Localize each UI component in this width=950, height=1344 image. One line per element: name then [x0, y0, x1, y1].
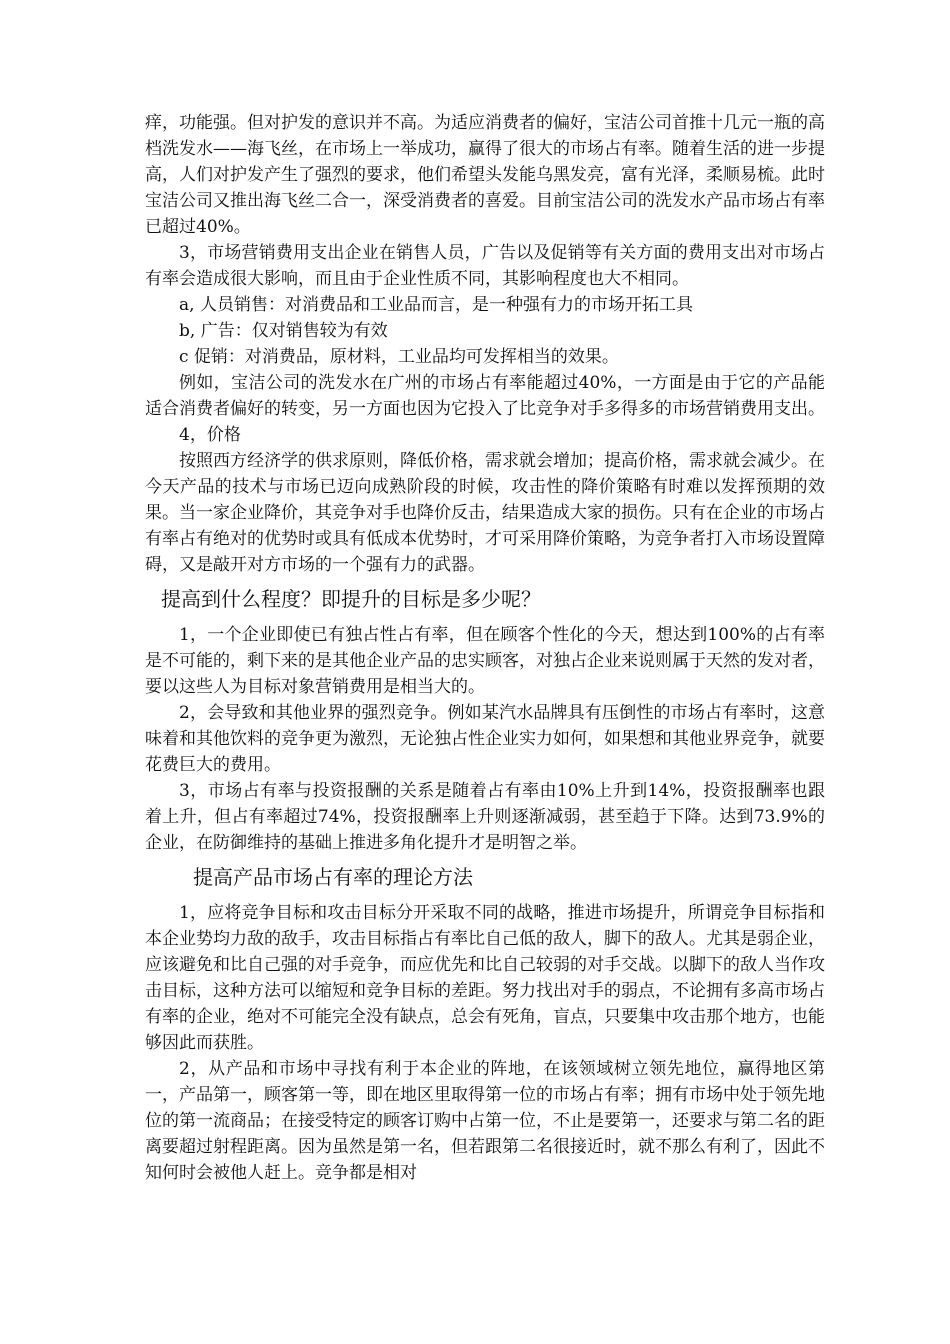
paragraph: 4，价格 — [179, 425, 241, 445]
paragraph: 例如，宝洁公司的洗发水在广州的市场占有率能超过40%，一方面是由于它的产品能适合消费者偏好的转变，另一方面也因为它投入了比竞争对手多得多的市场营销费用支出。 — [145, 373, 825, 419]
list-item: a, 人员销售：对消费品和工业品而言，是一种强有力的市场开拓工具 — [179, 295, 693, 315]
paragraph: 1，应将竞争目标和攻击目标分开采取不同的战略，推进市场提升，所谓竞争目标指和本企业势均力敌的敌手，攻击目标指占有率比自己低的敌人，脚下的敌人。尤其是弱企业，应该避免和比自己强的对手竞争，而应优先和比自己较弱的对手交战。以脚下的敌人当作攻击目标，这种方法可以缩短和竞争目标的差距。努力找出对手的弱点，不论拥有多高市场占有率的企业，绝对不可能完全没有缺点，总会有死角，盲点，只要集中攻击那个地方，也能够因此而获胜。 — [145, 903, 825, 1053]
section-heading: 提高到什么程度？即提升的目标是多少呢？ — [161, 587, 541, 611]
paragraph: 3，市场占有率与投资报酬的关系是随着占有率由10%上升到14%，投资报酬率也跟着上升，但占有率超过74%，投资报酬率上升则逐渐减弱，甚至趋于下降。达到73.9%的企业，在防御维持的基础上推进多角化提升才是明智之举。 — [145, 781, 825, 853]
section-heading: 提高产品市场占有率的理论方法 — [193, 865, 473, 889]
list-item: b, 广告：仅对销售较为有效 — [179, 321, 388, 341]
list-item: c 促销：对消费品，原材料，工业品均可发挥相当的效果。 — [179, 347, 619, 367]
paragraph: 按照西方经济学的供求原则，降低价格，需求就会增加；提高价格，需求就会减少。在今天产品的技术与市场已迈向成熟阶段的时候，攻击性的降价策略有时难以发挥预期的效果。当一家企业降价，其竞争对手也降价反击，结果造成大家的损伤。只有在企业的市场占有率占有绝对的优势时或具有低成本优势时，才可采用降价策略，为竞争者打入市场设置障碍，又是敲开对方市场的一个强有力的武器。 — [145, 451, 825, 575]
paragraph: 痒，功能强。但对护发的意识并不高。为适应消费者的偏好，宝洁公司首推十几元一瓶的高档洗发水——海飞丝，在市场上一举成功，赢得了很大的市场占有率。随着生活的进一步提高，人们对护发产生了强烈的要求，他们希望头发能乌黑发亮，富有光泽，柔顺易梳。此时宝洁公司又推出海飞丝二合一，深受消费者的喜爱。目前宝洁公司的洗发水产品市场占有率已超过40%。 — [145, 113, 825, 237]
paragraph: 3，市场营销费用支出企业在销售人员，广告以及促销等有关方面的费用支出对市场占有率会造成很大影响，而且由于企业性质不同，其影响程度也大不相同。 — [145, 243, 825, 289]
document-body — [145, 110, 825, 1186]
paragraph: 2，从产品和市场中寻找有利于本企业的阵地，在该领域树立领先地位，赢得地区第一，产品第一，顾客第一等，即在地区里取得第一位的市场占有率；拥有市场中处于领先地位的第一流商品；在接受特定的顾客订购中占第一位，不止是要第一，还要求与第二名的距离要超过射程距离。因为虽然是第一名，但若跟第二名很接近时，就不那么有利了，因此不知何时会被他人赶上。竞争都是相对 — [145, 1059, 825, 1183]
paragraph: 1，一个企业即使已有独占性占有率，但在顾客个性化的今天，想达到100%的占有率是不可能的，剩下来的是其他企业产品的忠实顾客，对独占企业来说则属于天然的发对者，要以这些人为目标对象营销费用是相当大的。 — [145, 625, 825, 697]
paragraph: 2，会导致和其他业界的强烈竞争。例如某汽水品牌具有压倒性的市场占有率时，这意味着和其他饮料的竞争更为激烈，无论独占性企业实力如何，如果想和其他业界竞争，就要花费巨大的费用。 — [145, 703, 825, 775]
